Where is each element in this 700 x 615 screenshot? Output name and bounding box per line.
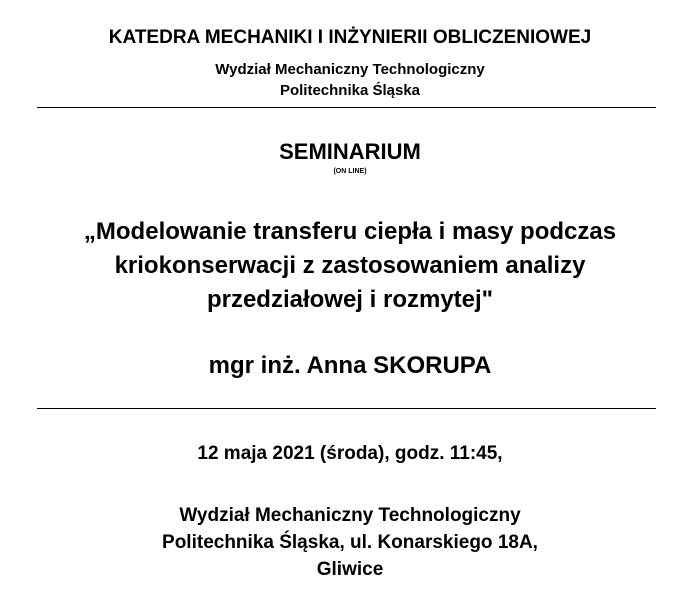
- talk-title-line-2: kriokonserwacji z zastosowaniem analizy: [114, 252, 586, 279]
- location-line-2: Politechnika Śląska, ul. Konarskiego 18A,: [162, 532, 538, 553]
- speaker-name: mgr inż. Anna SKORUPA: [208, 352, 492, 379]
- seminar-label: SEMINARIUM: [279, 139, 421, 164]
- talk-title-line-1: „Modelowanie transferu ciepła i masy podczas: [83, 218, 617, 245]
- talk-title-line-3: przedziałowej i rozmytej": [206, 286, 494, 313]
- seminar-datetime: 12 maja 2021 (środa), godz. 11:45,: [197, 443, 503, 464]
- location-line-3: Gliwice: [316, 559, 384, 580]
- seminar-mode: (ON LINE): [333, 168, 367, 175]
- department-name: KATEDRA MECHANIKI I INŻYNIERII OBLICZENIOWEJ: [108, 27, 592, 48]
- top-divider: [37, 107, 656, 108]
- university-name: Politechnika Śląska: [279, 82, 421, 99]
- bottom-divider: [37, 408, 656, 409]
- location-line-1: Wydział Mechaniczny Technologiczny: [179, 505, 521, 526]
- faculty-name: Wydział Mechaniczny Technologiczny: [215, 61, 485, 78]
